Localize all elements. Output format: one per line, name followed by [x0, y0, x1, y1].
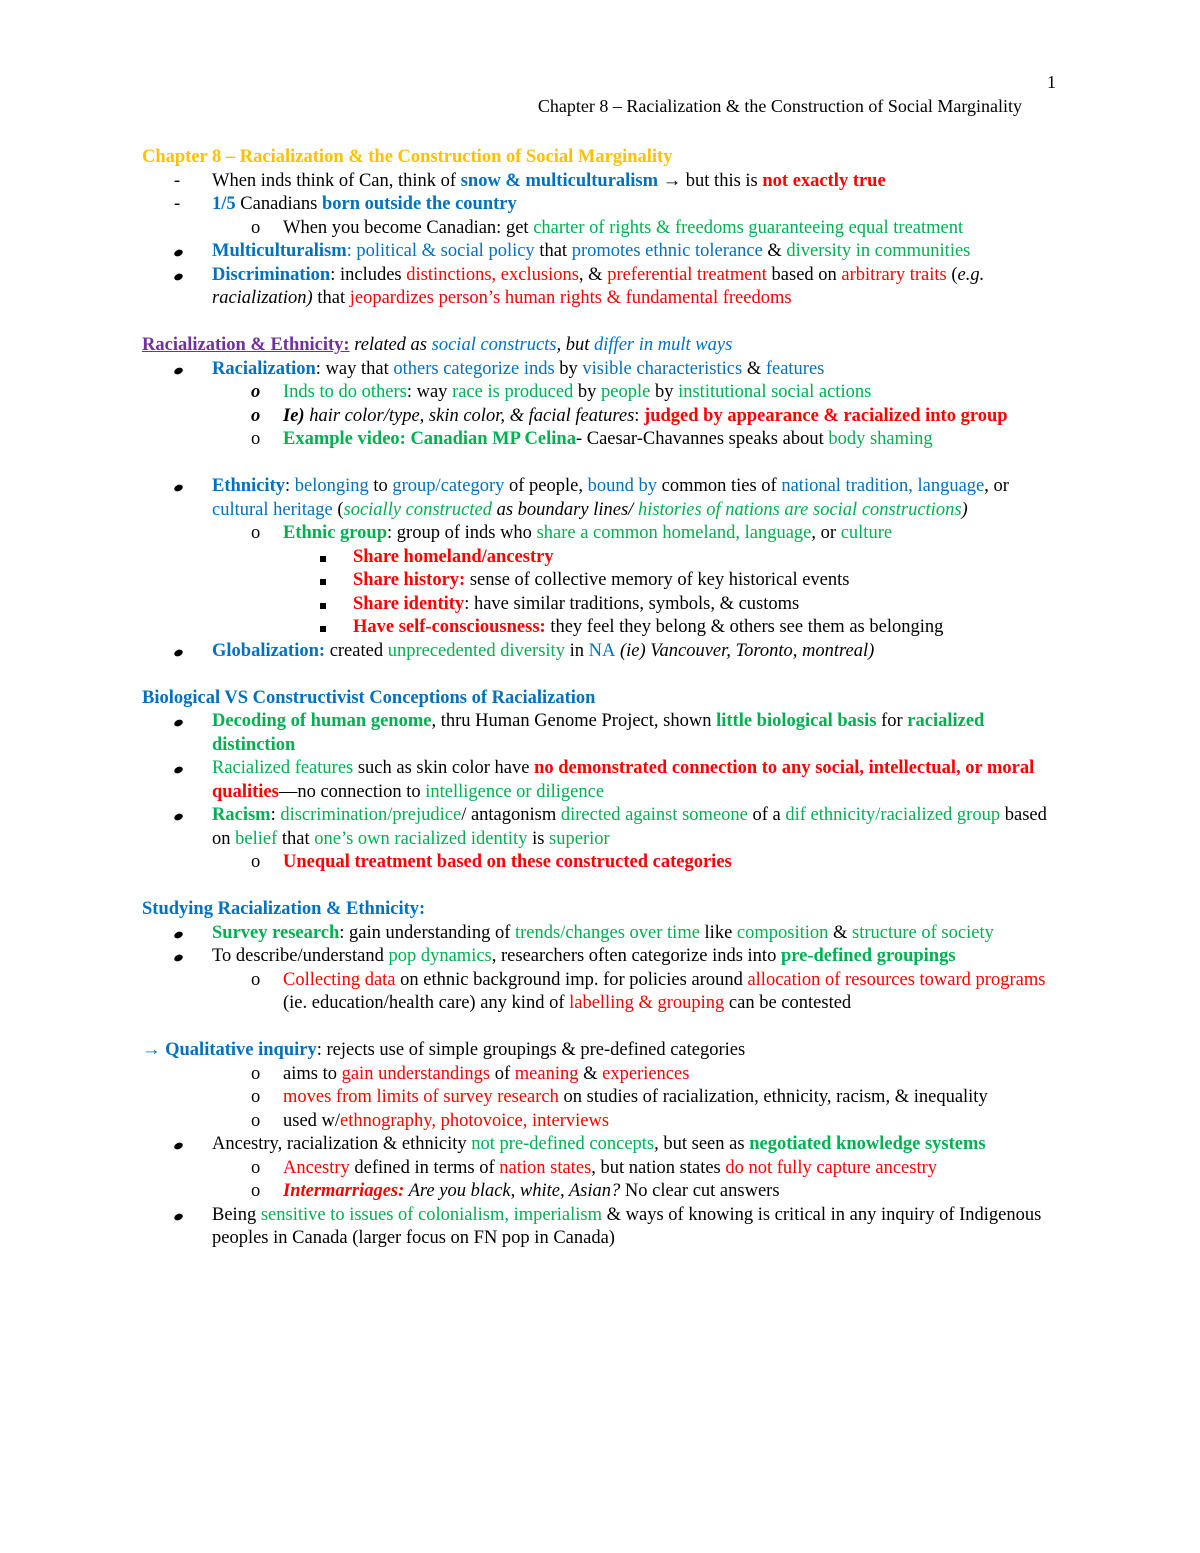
text-segment: Canadians: [235, 194, 322, 214]
text-segment: jeopardizes person’s human rights & fundamental freedoms: [349, 288, 792, 308]
text-segment: visible characteristics: [582, 358, 743, 379]
text-segment: based on: [212, 805, 1047, 849]
list-item: [142, 193, 1062, 217]
text-segment: 1/5: [212, 194, 236, 214]
text-segment: :: [270, 805, 281, 825]
text-segment: Survey research: [212, 922, 340, 943]
text-segment: on ethnic background imp. for policies around: [395, 969, 748, 990]
text-segment: histories of nations are social constructions: [637, 499, 962, 520]
list-item: [142, 1157, 1062, 1181]
text-segment: Racism: [212, 805, 271, 825]
text-segment: bound by: [587, 476, 657, 496]
list-item: [142, 757, 1062, 804]
text-segment: Racialized features: [212, 758, 354, 778]
list-item: [142, 640, 1062, 664]
arrow-right-icon: →: [142, 1040, 161, 1060]
text-segment: no demonstrated connection to any social, intellectual, or moral qualities: [212, 758, 1035, 802]
section-4-title: Studying Racialization & Ethnicity:: [142, 899, 426, 919]
text-segment: as boundary lines/: [491, 499, 638, 520]
text-segment: , but seen as: [654, 1134, 750, 1154]
text-segment: differ in mult ways: [594, 335, 733, 355]
text-segment: &: [742, 358, 766, 379]
text-segment: → but this is: [658, 170, 763, 191]
text-segment: national tradition, language: [781, 476, 985, 496]
text-segment: that: [534, 241, 572, 261]
text-segment: trends/changes over time: [514, 922, 700, 943]
text-segment: Share homeland/ancestry: [353, 546, 554, 567]
text-segment: :: [284, 476, 295, 496]
list-item: [142, 381, 1062, 405]
section-3-list: [142, 710, 1062, 875]
text-segment: used w/: [283, 1110, 341, 1131]
text-segment: ethnography, photovoice, interviews: [340, 1110, 610, 1131]
square-bullet-icon: [320, 546, 326, 570]
text-segment: by: [650, 382, 679, 402]
bullet-icon: [174, 804, 183, 828]
text-segment: based on: [766, 264, 842, 285]
circle-bullet-icon: o: [251, 1110, 261, 1131]
list-item: [142, 240, 1062, 264]
list-item: [142, 264, 1062, 311]
text-segment: defined in terms of: [349, 1157, 500, 1178]
square-bullet-icon: [320, 593, 326, 617]
text-segment: structure of society: [852, 922, 994, 943]
section-5-title-rest: : rejects use of simple groupings & pre-defined categories: [316, 1040, 746, 1060]
list-item: [142, 922, 1062, 946]
text-segment: aims to: [283, 1063, 342, 1084]
text-segment: born outside the country: [321, 194, 517, 214]
text-segment: : have similar traditions, symbols, & customs: [464, 593, 800, 614]
text-segment: social constructs: [431, 335, 557, 355]
text-segment: Are you black, white, Asian?: [404, 1181, 621, 1201]
text-segment: hair color/type, skin color, & facial features: [304, 405, 635, 426]
text-segment: composition: [736, 922, 829, 943]
text-segment: Ancestry: [283, 1157, 350, 1178]
text-segment: Decoding of human genome: [212, 711, 432, 731]
text-segment: —no connection to: [278, 781, 426, 802]
text-segment: negotiated knowledge systems: [749, 1134, 986, 1154]
text-segment: e.g. racialization): [212, 264, 985, 308]
list-item: [142, 710, 1062, 757]
text-segment: NA: [588, 640, 616, 661]
text-segment: features: [765, 358, 825, 379]
text-segment: When inds think of Can, think of: [212, 170, 461, 191]
dash-bullet-icon: -: [174, 194, 181, 214]
text-segment: (: [332, 499, 344, 520]
text-segment: Ethnicity: [212, 476, 285, 496]
list-item: [142, 969, 1062, 1016]
text-segment: belief: [235, 828, 278, 849]
list-item: [142, 593, 1062, 617]
text-segment: of people,: [504, 476, 588, 496]
text-segment: distinctions, exclusions: [406, 264, 579, 285]
bullet-icon: [174, 264, 183, 288]
text-segment: gain understandings: [341, 1063, 491, 1084]
circle-bullet-icon: o: [251, 969, 261, 990]
text-segment: (ie. education/health care) any kind of: [283, 993, 570, 1013]
text-segment: (: [946, 264, 958, 285]
text-segment: &: [578, 1063, 603, 1084]
bullet-icon: [174, 757, 183, 781]
text-segment: that: [277, 828, 315, 849]
text-segment: by: [554, 358, 583, 379]
text-segment: Globalization:: [212, 640, 326, 661]
document-body: [142, 146, 1062, 1251]
text-segment: : way that: [315, 358, 394, 379]
text-segment: Example video: Canadian MP Celina: [283, 429, 576, 449]
section-1-list: [142, 170, 1062, 311]
text-segment: allocation of resources toward programs: [747, 969, 1046, 990]
text-segment: Racialization: [212, 358, 316, 379]
text-segment: ): [961, 499, 968, 520]
list-item: [142, 358, 1062, 382]
section-2-heading: [142, 334, 1062, 358]
text-segment: group/category: [392, 476, 505, 496]
text-segment: on studies of racialization, ethnicity, racism, & inequality: [558, 1087, 988, 1107]
section-2-list: [142, 358, 1062, 664]
list-item: [142, 217, 1062, 241]
text-segment: nation states: [499, 1157, 592, 1178]
text-segment: : gain understanding of: [339, 922, 515, 943]
circle-bullet-icon: o: [251, 852, 261, 872]
text-segment: When you become Canadian: get: [283, 217, 534, 238]
text-segment: intelligence or diligence: [425, 781, 605, 802]
text-segment: Discrimination: [212, 264, 331, 285]
text-segment: they feel they belong & others see them as belonging: [545, 617, 944, 637]
text-segment: of: [490, 1063, 515, 1084]
text-segment: experiences: [602, 1063, 690, 1084]
text-segment: one’s own racialized identity: [314, 828, 528, 849]
text-segment: promotes ethnic tolerance: [571, 241, 763, 261]
list-item: [142, 945, 1062, 969]
bullet-icon: [174, 358, 183, 382]
text-segment: : includes: [330, 264, 407, 285]
bullet-icon: [174, 922, 183, 946]
text-segment: No clear cut answers: [620, 1181, 780, 1201]
text-segment: Unequal treatment based on these constructed categories: [283, 852, 732, 872]
bullet-icon: [174, 710, 183, 734]
circle-bullet-icon: o: [251, 382, 261, 402]
list-item: [142, 569, 1062, 593]
text-segment: is: [527, 828, 550, 849]
list-item: [142, 1204, 1062, 1251]
circle-bullet-icon: o: [251, 1063, 261, 1084]
text-segment: not pre-defined concepts: [471, 1134, 655, 1154]
text-segment: charter of rights & freedoms guaranteeing equal treatment: [533, 217, 964, 238]
text-segment: / antagonism: [461, 805, 561, 825]
section-5-title: Qualitative inquiry: [165, 1040, 317, 1060]
text-segment: snow & multiculturalism: [460, 170, 659, 191]
text-segment: can be contested: [724, 993, 852, 1013]
text-segment: in: [564, 640, 589, 661]
text-segment: diversity in communities: [786, 241, 971, 261]
text-segment: like: [699, 922, 737, 943]
text-segment: institutional social actions: [678, 382, 872, 402]
section-2-title: Racialization & Ethnicity:: [142, 335, 350, 355]
bullet-icon: [174, 240, 183, 264]
circle-bullet-icon: o: [251, 217, 261, 238]
bullet-icon: [174, 1204, 183, 1228]
text-segment: , but: [556, 335, 595, 355]
text-segment: people: [601, 382, 651, 402]
text-segment: : political & social policy: [346, 241, 535, 261]
text-segment: : way: [406, 382, 453, 402]
list-item: [142, 804, 1062, 851]
text-segment: Collecting data: [283, 969, 396, 990]
text-segment: to: [368, 476, 393, 496]
text-segment: , &: [578, 264, 608, 285]
text-segment: belonging: [294, 476, 369, 496]
text-segment: pop dynamics: [388, 946, 492, 966]
text-segment: unprecedented diversity: [387, 640, 565, 661]
bullet-icon: [174, 475, 183, 499]
text-segment: : group of inds who: [387, 523, 537, 543]
text-segment: , but nation states: [591, 1157, 726, 1178]
text-segment: preferential treatment: [607, 264, 767, 285]
circle-bullet-icon: o: [251, 1181, 261, 1201]
page-number: 1: [1047, 72, 1056, 92]
text-segment: , researchers often categorize inds into: [491, 946, 781, 966]
text-segment: judged by appearance & racialized into group: [644, 405, 1008, 426]
text-segment: cultural heritage: [212, 499, 333, 520]
section-2-subtitle: [350, 335, 733, 355]
list-item: [142, 405, 1062, 429]
bullet-icon: [174, 1133, 183, 1157]
bullet-icon: [174, 640, 183, 664]
text-segment: common ties of: [657, 476, 782, 496]
text-segment: &: [828, 922, 853, 943]
text-segment: of a: [747, 805, 786, 825]
list-item: [142, 851, 1062, 875]
list-item: [142, 170, 1062, 194]
list-item: [142, 1133, 1062, 1157]
text-segment: sensitive to issues of colonialism, imperialism: [260, 1204, 603, 1225]
text-segment: pre-defined groupings: [780, 946, 956, 966]
text-segment: created: [325, 640, 388, 661]
circle-bullet-icon: o: [251, 523, 261, 543]
text-segment: & ways of knowing is critical in any inquiry of Indigenous peoples in Canada (larger focus on FN pop in Canada): [212, 1204, 1042, 1248]
text-segment: Have self-consciousness:: [353, 617, 546, 637]
text-segment: Being: [212, 1204, 261, 1225]
list-item: [142, 616, 1062, 640]
text-segment: Ethnic group: [283, 523, 388, 543]
list-item: [142, 522, 1062, 546]
list-item: [142, 428, 1062, 452]
list-item: [142, 475, 1062, 522]
square-bullet-icon: [320, 616, 326, 640]
text-segment: others categorize inds: [393, 358, 555, 379]
text-segment: Ie): [283, 405, 305, 426]
text-segment: racialized distinction: [212, 711, 985, 755]
text-segment: &: [762, 241, 787, 261]
text-segment: moves from limits of survey research: [283, 1087, 559, 1107]
section-5-list: [142, 1063, 1062, 1251]
text-segment: To describe/understand: [212, 946, 389, 966]
text-segment: for: [876, 711, 908, 731]
circle-bullet-icon: o: [251, 405, 261, 426]
text-segment: culture: [840, 523, 893, 543]
section-5-heading: [142, 1039, 1062, 1063]
text-segment: related as: [349, 335, 432, 355]
text-segment: - Caesar-Chavannes speaks about: [575, 429, 829, 449]
text-segment: superior: [549, 828, 610, 849]
text-segment: sense of collective memory of key historical events: [465, 570, 850, 590]
text-segment: Ancestry, racialization & ethnicity: [212, 1134, 472, 1154]
circle-bullet-icon: o: [251, 429, 261, 449]
section-4-list: [142, 922, 1062, 1016]
text-segment: arbitrary traits: [841, 264, 947, 285]
text-segment: meaning: [514, 1063, 579, 1084]
text-segment: socially constructed: [343, 499, 492, 520]
circle-bullet-icon: o: [251, 1087, 261, 1107]
list-item: [142, 1086, 1062, 1110]
circle-bullet-icon: o: [251, 1157, 261, 1178]
text-segment: race is produced: [452, 382, 574, 402]
text-segment: Share history:: [353, 570, 466, 590]
text-segment: , or: [811, 523, 841, 543]
text-segment: do not fully capture ancestry: [725, 1157, 938, 1178]
text-segment: labelling & grouping: [569, 993, 725, 1013]
dash-bullet-icon: -: [174, 170, 181, 191]
bullet-icon: [174, 945, 183, 969]
text-segment: little biological basis: [716, 711, 877, 731]
text-segment: that: [312, 288, 350, 308]
text-segment: Inds to do others: [283, 382, 407, 402]
text-segment: share a common homeland, language: [536, 523, 812, 543]
text-segment: , thru Human Genome Project, shown: [431, 711, 717, 731]
list-item: [142, 1180, 1062, 1204]
text-segment: by: [573, 382, 602, 402]
text-segment: (ie) Vancouver, Toronto, montreal): [615, 640, 875, 661]
text-segment: discrimination/prejudice: [280, 805, 462, 825]
text-segment: Multiculturalism: [212, 241, 347, 261]
list-item: [142, 1063, 1062, 1087]
text-segment: dif ethnicity/racialized group: [785, 805, 1001, 825]
text-segment: , or: [984, 476, 1009, 496]
running-header: Chapter 8 – Racialization & the Construction of Social Marginality: [537, 96, 1022, 116]
text-segment: directed against someone: [560, 805, 748, 825]
list-item: [142, 546, 1062, 570]
list-item: [142, 1110, 1062, 1134]
text-segment: such as skin color have: [353, 758, 535, 778]
section-3-title: Biological VS Constructivist Conceptions of Racialization: [142, 687, 596, 708]
text-segment: :: [634, 405, 645, 426]
text-segment: Share identity: [353, 593, 465, 614]
section-1-title: Chapter 8 – Racialization & the Construction of Social Marginality: [142, 147, 673, 167]
text-segment: Intermarriages:: [283, 1181, 405, 1201]
text-segment: body shaming: [828, 429, 933, 449]
text-segment: not exactly true: [762, 170, 886, 191]
square-bullet-icon: [320, 569, 326, 593]
